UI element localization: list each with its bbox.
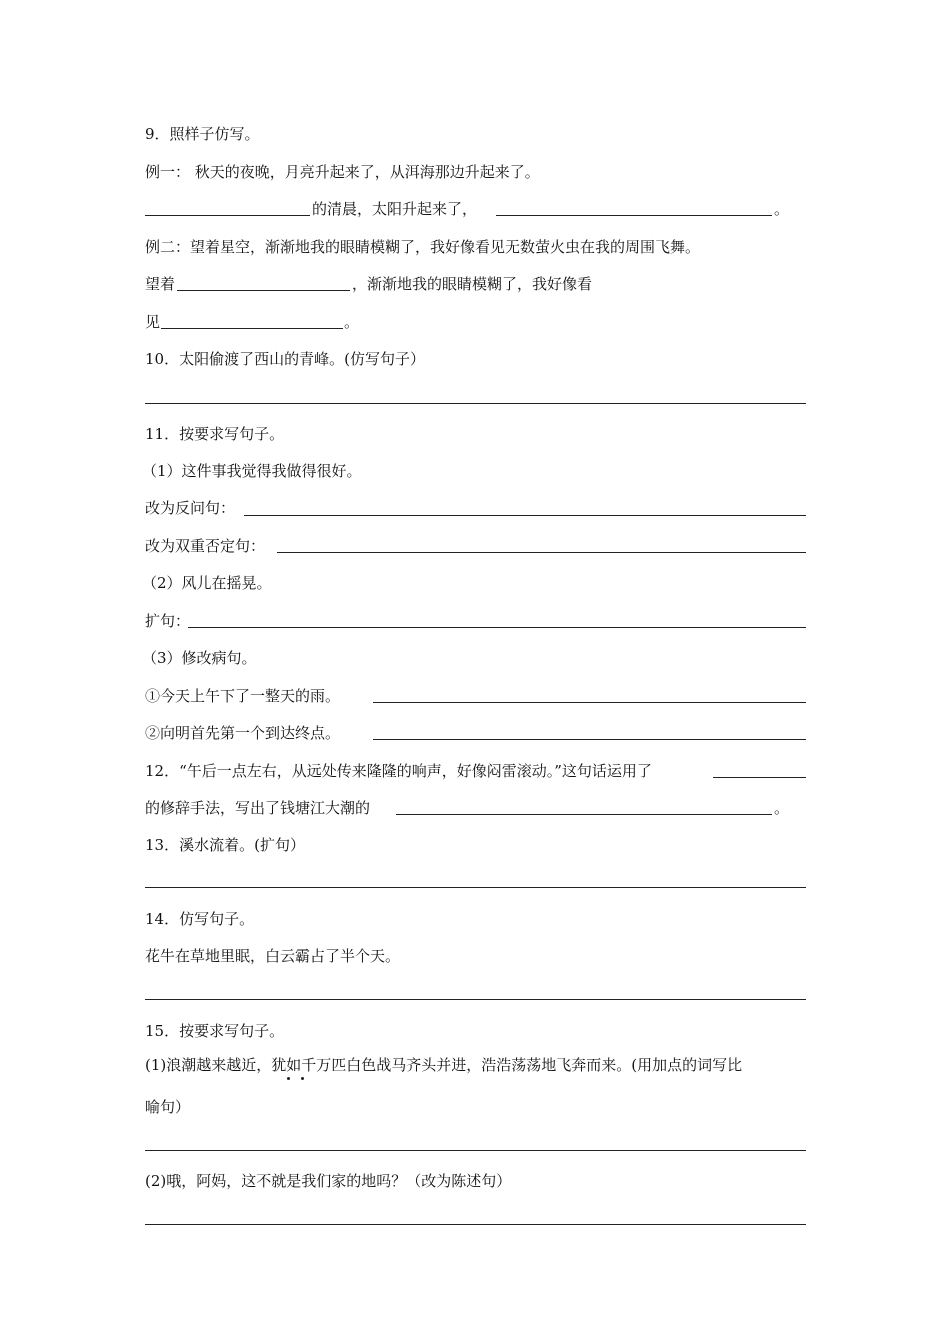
q15-part-2-answer-line[interactable] bbox=[145, 1224, 806, 1225]
q13-title: 13．溪水流着。(扩句） bbox=[145, 836, 305, 854]
q14-sentence: 花牛在草地里眠，白云霸占了半个天。 bbox=[145, 947, 401, 965]
q9-example-1-end: 。 bbox=[774, 200, 790, 218]
q9-example-2-a: 望着 bbox=[145, 275, 176, 293]
emphasis-dot bbox=[301, 1077, 304, 1080]
q12-end: 。 bbox=[774, 799, 790, 817]
q12-blank-1[interactable] bbox=[713, 777, 806, 778]
q9-title: 9．照样子仿写。 bbox=[145, 125, 260, 143]
q13-answer-line[interactable] bbox=[145, 887, 806, 888]
q15-part-1-line-1: (1)浪潮越来越近，犹如千万匹白色战马齐头并进，浩浩荡荡地飞奔而来。(用加点的词写比 bbox=[145, 1056, 743, 1074]
q11-part-1: （1）这件事我觉得我做得很好。 bbox=[142, 462, 362, 480]
q12-line-1: 12．“午后一点左右，从远处传来隆隆的响声，好像闷雷滚动。”这句话运用了 bbox=[145, 762, 652, 780]
q12-blank-2[interactable] bbox=[396, 814, 772, 815]
q11-part-3-b: ②向明首先第一个到达终点。 bbox=[145, 724, 341, 742]
q11-part-3: （3）修改病句。 bbox=[142, 649, 257, 667]
q9-blank-2[interactable] bbox=[496, 215, 772, 216]
q9-example-2-c: 见 bbox=[145, 313, 161, 331]
q9-example-2-d: 。 bbox=[344, 313, 360, 331]
q9-blank-4[interactable] bbox=[161, 328, 343, 329]
q11-double-negative-answer-line[interactable] bbox=[277, 552, 806, 553]
q11-part-1-double-negative: 改为双重否定句： bbox=[145, 537, 266, 555]
q9-blank-3[interactable] bbox=[177, 290, 350, 291]
q9-example-2: 例二：望着星空，渐渐地我的眼睛模糊了，我好像看见无数萤火虫在我的周围飞舞。 bbox=[145, 238, 701, 256]
q9-example-2-b: ，渐渐地我的眼睛模糊了，我好像看 bbox=[352, 275, 593, 293]
q10-title: 10．太阳偷渡了西山的青峰。(仿写句子） bbox=[145, 350, 425, 368]
q10-answer-line[interactable] bbox=[145, 403, 806, 404]
q15-part-1-answer-line[interactable] bbox=[145, 1150, 806, 1151]
q11-rhetorical-answer-line[interactable] bbox=[244, 515, 806, 516]
q11-part-2-expand: 扩句： bbox=[145, 612, 191, 630]
q14-title: 14．仿写句子。 bbox=[145, 910, 255, 928]
q11-part-1-rhetorical: 改为反问句： bbox=[145, 499, 236, 517]
q11-fix-a-answer-line[interactable] bbox=[373, 702, 806, 703]
q14-answer-line[interactable] bbox=[145, 999, 806, 1000]
q11-part-2: （2）风儿在摇晃。 bbox=[142, 574, 272, 592]
q12-line-2: 的修辞手法，写出了钱塘江大潮的 bbox=[145, 799, 371, 817]
emphasis-dot bbox=[287, 1077, 290, 1080]
q15-part-1-line-2: 喻句） bbox=[145, 1098, 191, 1116]
q9-example-1: 例一： 秋天的夜晚，月亮升起来了，从洱海那边升起来了。 bbox=[145, 163, 540, 181]
q9-blank-1[interactable] bbox=[145, 215, 310, 216]
q11-part-3-a: ①今天上午下了一整天的雨。 bbox=[145, 687, 341, 705]
q11-expand-answer-line[interactable] bbox=[188, 627, 806, 628]
q15-part-2: (2)哦，阿妈，这不就是我们家的地吗？（改为陈述句） bbox=[145, 1172, 512, 1190]
q11-title: 11．按要求写句子。 bbox=[145, 425, 285, 443]
q11-fix-b-answer-line[interactable] bbox=[373, 739, 806, 740]
q15-title: 15．按要求写句子。 bbox=[145, 1022, 285, 1040]
q9-example-1-mid: 的清晨，太阳升起来了， bbox=[312, 200, 478, 218]
